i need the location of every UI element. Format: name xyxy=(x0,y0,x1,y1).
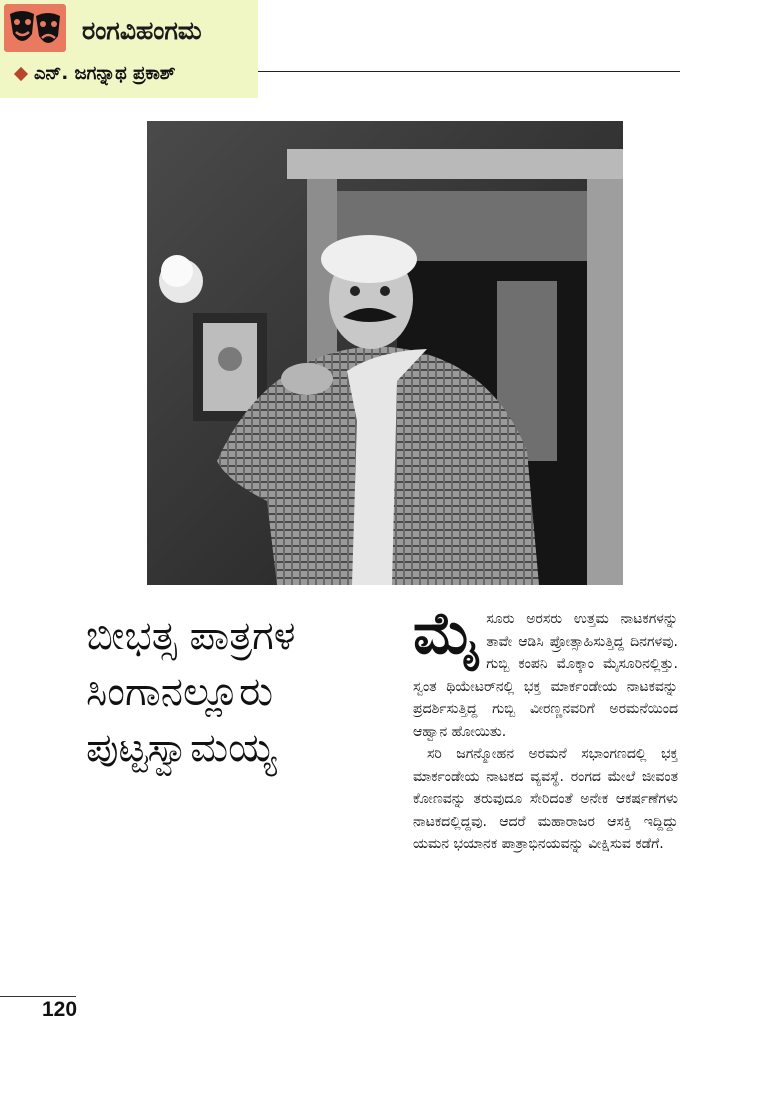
column-title: ರಂಗವಿಹಂಗಮ xyxy=(82,16,202,45)
article-headline xyxy=(86,608,396,776)
drop-cap: ಮೈ xyxy=(413,599,481,667)
headline-line-3: ಪುಟ್ಟಸ್ವಾಮಯ್ಯ xyxy=(86,725,277,771)
actor-photo xyxy=(147,121,623,585)
footer-divider xyxy=(0,996,76,997)
article-paragraph-2: ಸರಿ ಜಗನ್ಮೋಹನ ಅರಮನೆ ಸಭಾಂಗಣದಲ್ಲಿ ಭಕ್ತ ಮಾರ್ಕಂಡೇಯ ನಾಟಕದ ವ್ಯವಸ್ಥೆ. ರಂಗದ ಮೇಲೆ ಜೀವಂತ ಕೋಣವನ್ನು ತರುವುದೂ ಸೇರಿದಂತೆ ಅನೇಕ ಆಕರ್ಷಣೆಗಳು ನಾಟಕದಲ್ಲಿದ್ದವು. ಆದರೆ ಮಹಾರಾಜರ ಆಸಕ್ತಿ ಇದ್ದಿದ್ದು ಯಮನ ಭಯಾನಕ ಪಾತ್ರಾಭಿನಯವನ್ನು ವೀಕ್ಷಿಸುವ ಕಡೆಗೆ. xyxy=(413,746,678,852)
column-header xyxy=(0,0,258,98)
header-divider xyxy=(258,71,680,72)
author-name: ಎನ್. ಜಗನ್ನಾಥ ಪ್ರಕಾಶ್ xyxy=(34,63,176,84)
bullet-icon xyxy=(14,67,28,81)
headline-line-1: ಬೀಭತ್ಸ ಪಾತ್ರಗಳ xyxy=(86,613,296,659)
article-paragraph-1 xyxy=(413,599,678,743)
article-body xyxy=(413,599,678,856)
paragraph-1-text: ಸೂರು ಅರಸರು ಉತ್ತಮ ನಾಟಕಗಳನ್ನು ತಾವೇ ಆಡಿಸಿ ಪ್ರೋತ್ಸಾಹಿಸುತ್ತಿದ್ದ ದಿನಗಳವು. ಗುಬ್ಬಿ ಕಂಪನಿ ಮೊಕ್ಕಾಂ ಮೈಸೂರಿನಲ್ಲಿತ್ತು. ಸ್ವಂತ ಥಿಯೇಟರ್‌ನಲ್ಲಿ ಭಕ್ತ ಮಾರ್ಕಂಡೇಯ ನಾಟಕವನ್ನು ಪ್ರದರ್ಶಿಸುತ್ತಿದ್ದ ಗುಬ್ಬಿ ವೀರಣ್ಣನವರಿಗೆ ಅರಮನೆಯಿಂದ ಆಹ್ವಾನ ಹೋಯಿತು. xyxy=(413,611,678,740)
headline-line-2: ಸಿಂಗಾನಲ್ಲೂರು xyxy=(86,669,274,715)
author-line xyxy=(16,63,176,84)
theatre-masks-icon xyxy=(4,4,66,52)
page-number: 120 xyxy=(42,998,78,1021)
